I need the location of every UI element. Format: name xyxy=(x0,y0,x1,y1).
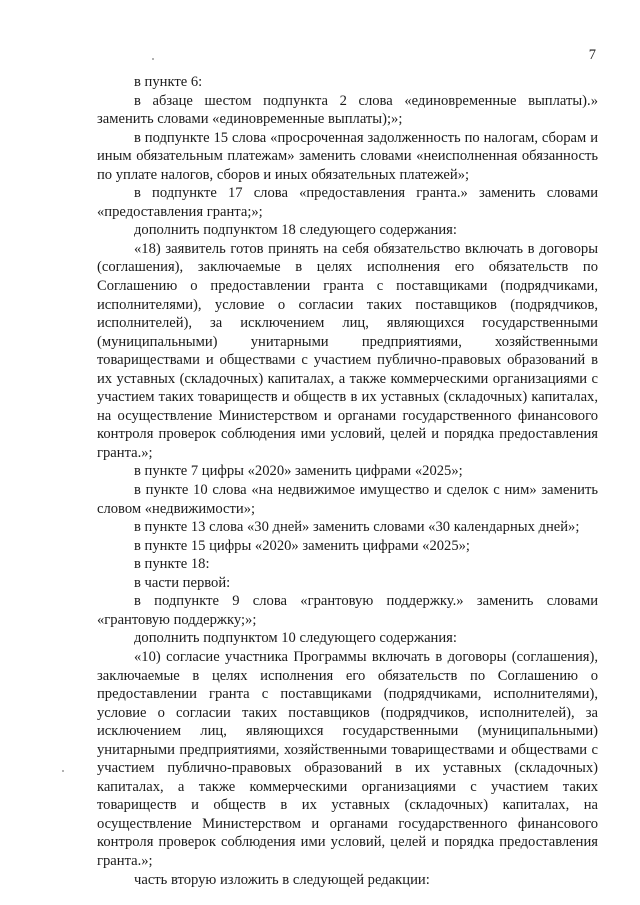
paragraph: в пункте 6: xyxy=(134,74,203,90)
paragraph: в пункте 7 цифры «2020» заменить цифрами «2025»; xyxy=(134,463,463,480)
paragraph: в пункте 18: xyxy=(134,556,210,573)
paragraph: «18) заявитель готов принять на себя обязательство включать в договоры (соглашения), заключаемые в целях исполнения его обязательств по Соглашению о предоставлении гранта с поставщиками (подрядчиками, исполнителями), условие о согласии таких поставщиков (подрядчиков, исполнителей), за исключением лиц, являющихся государственными (муниципальными) унитарными предприятиями, хозяйственными товариществами и обществами с участием публично-правовых образований в их уставных (складочных) капиталах, а также коммерческими организациями с участием таких товариществ и обществ в их уставных (складочных) капиталах, на осуществление Министерством и органами государственного финансового контроля проверок соблюдения ими условий, целей и порядка предоставления гранта.»; xyxy=(97,240,598,461)
paragraph: в подпункте 17 слова «предоставления гранта.» заменить словами «предоставления гранта;»; xyxy=(97,185,598,220)
paragraph: в части первой: xyxy=(134,574,231,591)
paragraph: дополнить подпунктом 18 следующего содержания: xyxy=(134,222,457,239)
scan-speck xyxy=(62,770,64,772)
paragraph: часть вторую изложить в следующей редакции: xyxy=(134,871,430,888)
paragraph: в пункте 13 слова «30 дней» заменить словами «30 календарных дней»; xyxy=(134,519,580,536)
scan-speck xyxy=(152,58,154,60)
page-number: 7 xyxy=(588,47,596,63)
paragraph: в подпункте 15 слова «просроченная задолженность по налогам, сборам и иным обязательным платежам» заменить словами «неисполненная обязанность по уплате налогов, сборов и иных обязательных платежей»; xyxy=(97,129,598,183)
document-body xyxy=(97,73,598,889)
paragraph: «10) согласие участника Программы включать в договоры (соглашения), заключаемые в целях исполнения его обязательств по Соглашению о предоставлении гранта с поставщиками (подрядчиками, исполнителями), условие о согласии таких поставщиков (подрядчиков, исполнителей), за исключением лиц, являющихся государственными (муниципальными) унитарными предприятиями, хозяйственными товариществами и обществами с участием публично-правовых образований в их уставных (складочных) капиталах, а также коммерческими организациями с участием таких товариществ и обществ в их уставных (складочных) капиталах, на осуществление Министерством и органами государственного финансового контроля проверок соблюдения ими условий, целей и порядка предоставления гранта.»; xyxy=(97,648,598,869)
paragraph: дополнить подпунктом 10 следующего содержания: xyxy=(134,630,457,647)
paragraph: в пункте 15 цифры «2020» заменить цифрами «2025»; xyxy=(134,537,470,554)
paragraph: в подпункте 9 слова «грантовую поддержку.» заменить словами «грантовую поддержку;»; xyxy=(97,593,598,628)
paragraph: в абзаце шестом подпункта 2 слова «единовременные выплаты).» заменить словами «единовременные выплаты);»; xyxy=(97,92,598,128)
paragraph: в пункте 10 слова «на недвижимое имущество и сделок с ним» заменить словом «недвижимости»; xyxy=(97,482,598,517)
